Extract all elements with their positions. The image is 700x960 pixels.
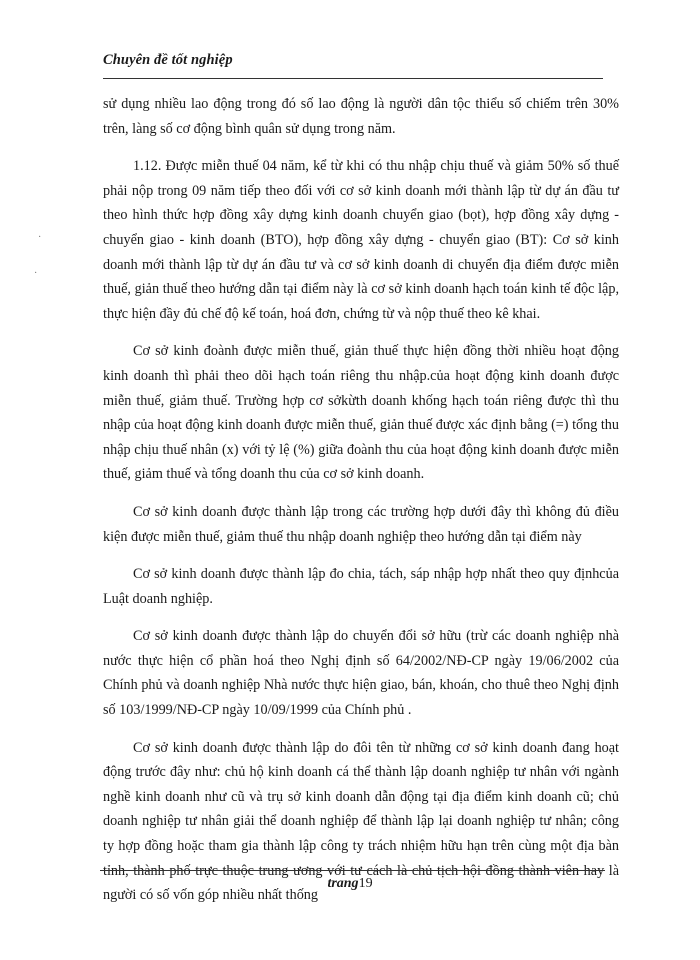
header-divider: [103, 78, 603, 79]
paragraph-section-1-12: 1.12. Được miễn thuế 04 năm, kể từ khi có thu nhập chịu thuế và giảm 50% số thuế phải nộp trong 09 năm tiếp theo đối với cơ sở kinh doanh mới thành lập từ dự án đầu tư theo hình thức hợp đồng xây dựng kinh doanh chuyển giao (bọt), hợp đồng xây dựng - chuyển giao - kinh doanh (BTO), hợp đồng xây dựng - chuyển giao (BT): Cơ sở kinh doanh mới thành lập từ dự án đầu tư và cơ sở kinh doanh di chuyển địa điểm được miễn thuế, giản thuế theo hướng dẫn tại điểm này là cơ sở kinh doanh hạch toán kinh tế độc lập, thực hiện đầy đủ chế độ kế toán, hoá đơn, chứng từ và nộp thuế theo kê khai.: [103, 158, 619, 322]
paragraph-accounting: Cơ sở kinh đoành được miễn thuế, giản thuế thực hiện đồng thời nhiều hoạt động kinh doanh thì phải theo dõi hạch toán riêng thu nhập.của hoạt động kinh doanh được miễn thuế, giảm thuế. Trường hợp cơ sởkừth doanh khống hạch toán riêng được thì thu nhập của hoạt động kinh doanh được miễn thuế, giản thuế được xác định bằng (=) tổng thu nhập chịu thuế nhân (x) với tỷ lệ (%) giữa đoành thu của hoạt động kinh doanh được miễn thuế, giảm thuế và tổng doanh thu của cơ sở kinh doanh.: [103, 343, 619, 483]
document-body: [103, 92, 619, 921]
margin-speck: ·: [34, 268, 38, 279]
paragraph-rename: Cơ sở kinh doanh được thành lập do đôi tên từ những cơ sở kinh doanh đang hoạt động trước đây như: chủ hộ kinh doanh cá thể thành lập doanh nghiệp tư nhân với ngành nghề kinh doanh như cũ và trụ sở kinh doanh dẫn động tại địa điểm kinh doanh cũ; chủ doanh nghiệp tư nhân giải thể doanh nghiệp để thành lập lại doanh nghiệp tư nhân; công ty hợp đồng hoặc tham gia thành lập công ty trách nhiệm hữu hạn trên cùng một địa bàn tỉnh, thành phố trực thuộc trung ương với tư cách là chủ tịch hội đồng thành viên hay là người có số vốn góp nhiều nhất thống: [103, 739, 619, 904]
page-header-title: Chuyên đề tốt nghiệp: [103, 52, 233, 68]
page-footer: [0, 876, 700, 892]
paragraph-ownership-change: Cơ sở kinh doanh được thành lập do chuyển đổi sở hữu (trừ các doanh nghiệp nhà nước thực hiện cổ phần hoá theo Nghị định số 64/2002/NĐ-CP ngày 19/06/2002 của Chính phủ và doanh nghiệp Nhà nước thực hiện giao, bán, khoán, cho thuê theo Nghị định số 103/1999/NĐ-CP ngày 10/09/1999 của Chính phủ .: [103, 628, 619, 719]
footer-divider: [100, 870, 605, 871]
paragraph-not-eligible: Cơ sở kinh doanh được thành lập trong các trường hợp dưới đây thì không đủ điều kiện được miễn thuế, giảm thuế thu nhập doanh nghiệp theo hướng dẫn tại điểm này: [103, 503, 619, 545]
margin-speck: ·: [38, 232, 42, 243]
paragraph-split-merge: Cơ sở kinh doanh được thành lập đo chia, tách, sáp nhập hợp nhất theo quy địnhcủa Luật doanh nghiệp.: [103, 566, 619, 607]
paragraph-continuation: sử dụng nhiều lao động trong đó số lao động là người dân tộc thiểu số chiếm trên 30% trên, làng số cơ động bình quân sử dụng trong năm.: [103, 96, 619, 137]
page-number: 19: [358, 876, 373, 891]
page-label: trang: [327, 876, 359, 891]
